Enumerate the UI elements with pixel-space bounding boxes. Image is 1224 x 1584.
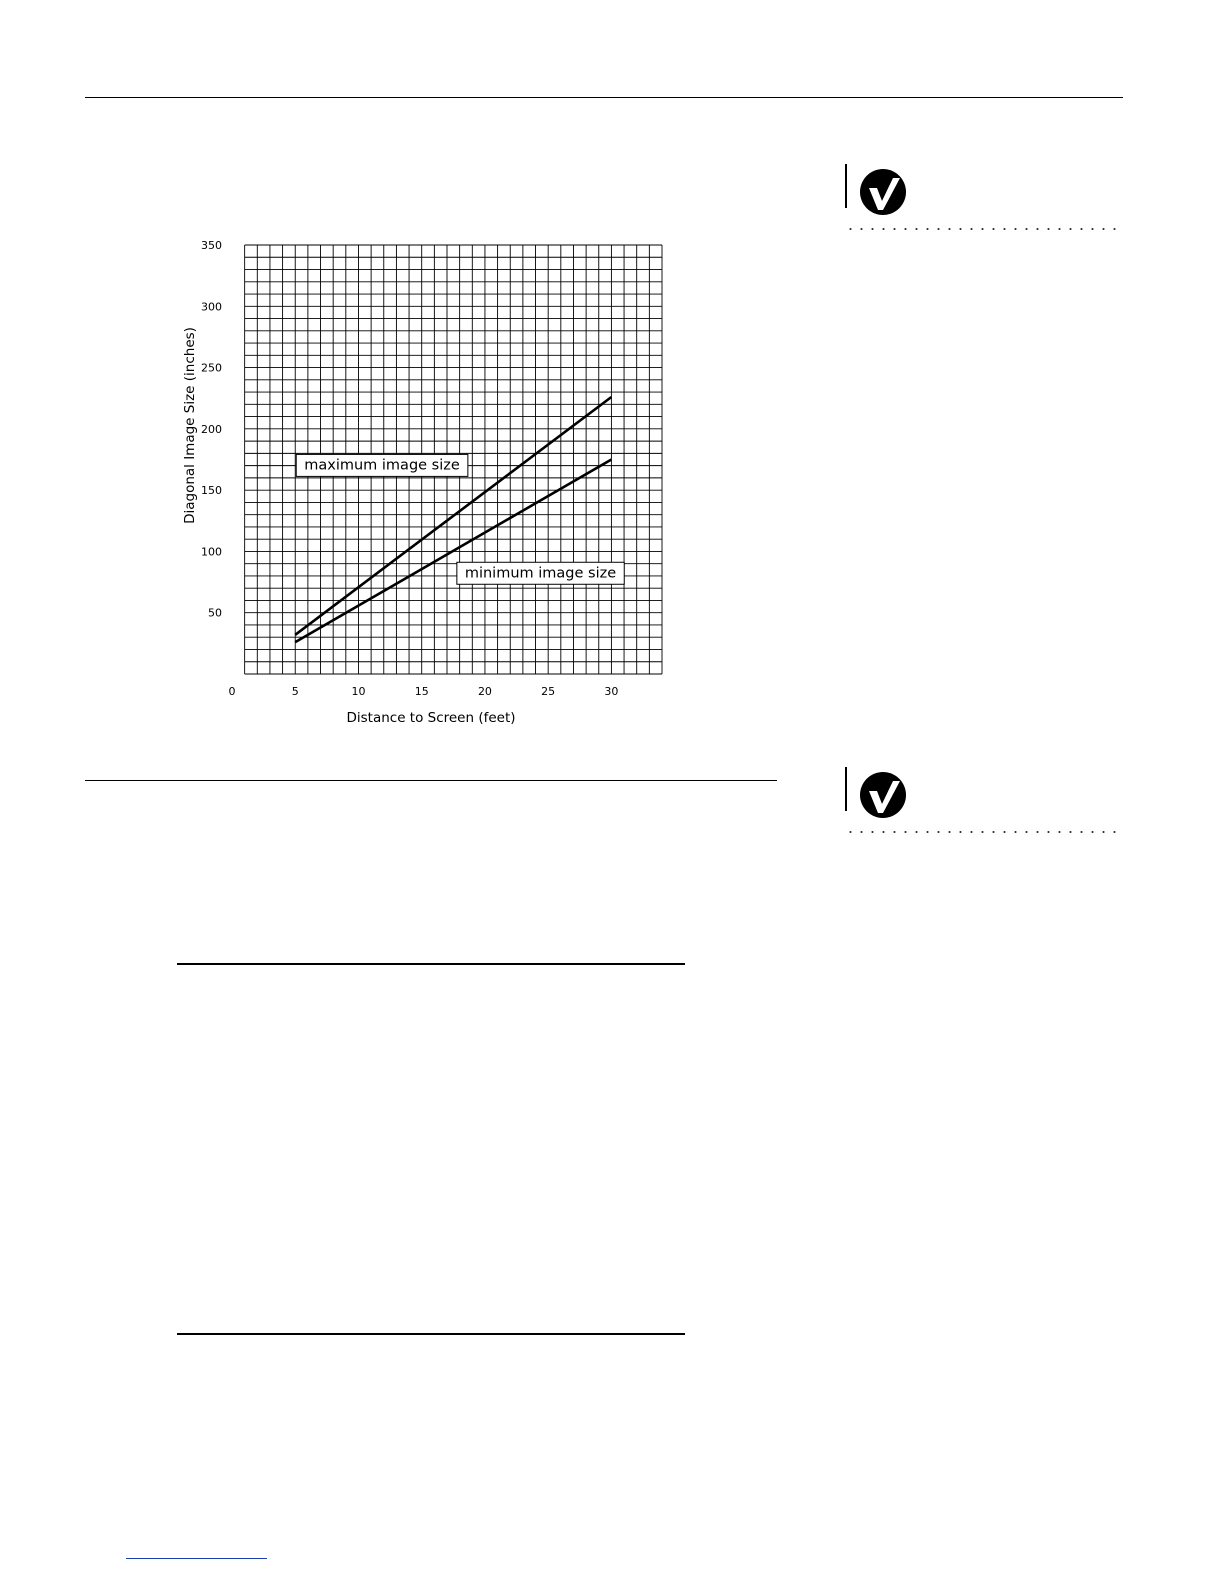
y-tick-label: 250 — [201, 361, 222, 375]
table-bottom-rule — [177, 1333, 685, 1335]
label-minimum-image-size — [457, 562, 624, 584]
image-size-chart — [170, 225, 690, 745]
table-top-rule — [177, 963, 685, 965]
section-divider — [85, 780, 777, 781]
x-tick-label: 25 — [541, 685, 556, 698]
footer-link-underline[interactable] — [126, 1558, 267, 1559]
x-tick-label: 15 — [414, 685, 429, 698]
y-tick-label: 50 — [208, 606, 222, 620]
y-tick-label: 300 — [201, 300, 222, 314]
x-tick-label: 5 — [291, 685, 299, 698]
series-label: maximum image size — [304, 457, 460, 474]
series-label: minimum image size — [464, 565, 617, 582]
series-line-minimum — [295, 460, 611, 643]
dotted-separator — [845, 831, 1119, 833]
chart-series — [295, 397, 611, 642]
x-axis-title: Distance to Screen (feet) — [346, 710, 516, 726]
x-tick-label: 0 — [228, 685, 236, 698]
y-tick-label: 100 — [201, 545, 222, 559]
x-tick-label: 20 — [477, 685, 492, 698]
label-maximum-image-size — [296, 454, 468, 476]
y-axis-title: Diagonal Image Size (inches) — [182, 327, 198, 524]
y-tick-label: 150 — [201, 484, 222, 498]
x-tick-label: 30 — [604, 685, 619, 698]
y-tick-label: 350 — [201, 239, 222, 252]
note-bar — [845, 164, 847, 208]
note-bar — [845, 767, 847, 811]
dotted-separator — [845, 228, 1119, 230]
note-check-icon — [859, 771, 907, 819]
header-rule — [85, 97, 1123, 98]
note-check-icon — [859, 168, 907, 216]
x-tick-label: 10 — [351, 685, 366, 698]
margin-note — [845, 767, 1125, 837]
y-tick-label: 200 — [201, 422, 222, 436]
series-line-maximum — [295, 397, 611, 635]
margin-note — [845, 164, 1125, 234]
